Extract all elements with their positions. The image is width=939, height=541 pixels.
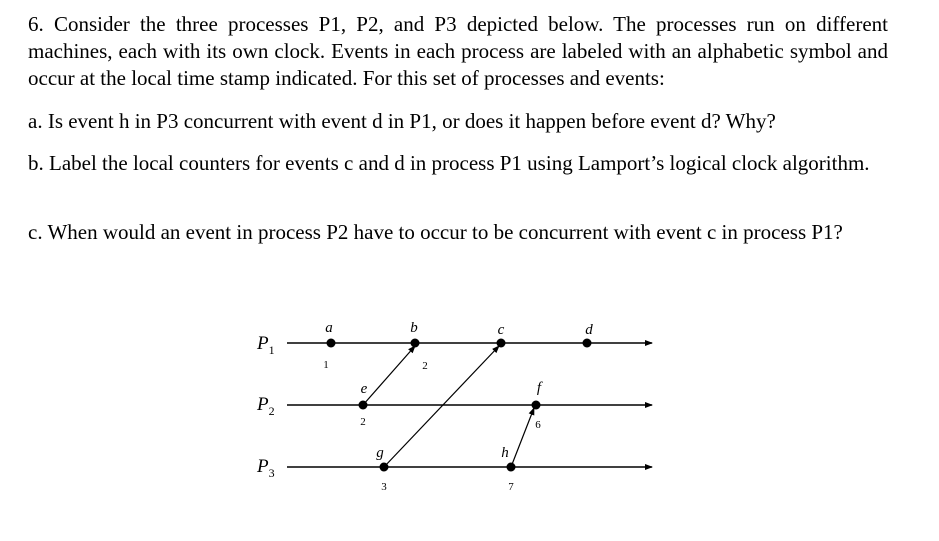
event-d-label: d [585, 322, 593, 338]
question-part-b: b. Label the local counters for events c and d in process P1 using Lamport’s logical clock algorithm. [28, 151, 870, 175]
process-label-p2: $P_2$ [257, 394, 275, 418]
message-g-to-c [384, 346, 499, 467]
event-a-label: a [325, 320, 333, 336]
event-h-timestamp: 7 [508, 481, 514, 493]
process-label-p3: $P_3$ [257, 456, 275, 480]
event-g-dot [380, 463, 389, 472]
event-g-timestamp: 3 [381, 481, 387, 493]
event-e-label: e [360, 381, 368, 397]
message-e-to-b [360, 346, 415, 405]
question-intro: 6. Consider the three processes P1, P2, and P3 depicted below. The processes run on different machines, each with its own clock. Events in each process are labeled with an alphabetic symbol and occur at the local time stamp indicated. For this set of processes and events: [28, 12, 888, 90]
event-f-timestamp: 6 [535, 419, 541, 431]
event-h-dot [507, 463, 516, 472]
event-b-dot [411, 339, 420, 348]
event-f-dot [532, 401, 541, 410]
event-f-label: f [536, 380, 542, 396]
event-a-dot [327, 339, 336, 348]
event-a-timestamp: 1 [323, 359, 329, 371]
event-e-dot [359, 401, 368, 410]
event-g-label: g [376, 445, 384, 461]
event-b-timestamp: 2 [422, 360, 428, 372]
event-c-dot [497, 339, 506, 348]
event-d-dot [583, 339, 592, 348]
process-label-p1: $P_1$ [257, 333, 275, 357]
question-part-c: c. When would an event in process P2 have to occur to be concurrent with event c in process P1? [28, 220, 843, 244]
message-h-to-f [511, 408, 534, 467]
event-e-timestamp: 2 [360, 416, 366, 428]
question-part-a: a. Is event h in P3 concurrent with event d in P1, or does it happen before event d? Why? [28, 109, 776, 133]
event-h-label: h [501, 445, 509, 461]
event-c-label: c [497, 322, 505, 338]
event-b-label: b [410, 320, 418, 336]
